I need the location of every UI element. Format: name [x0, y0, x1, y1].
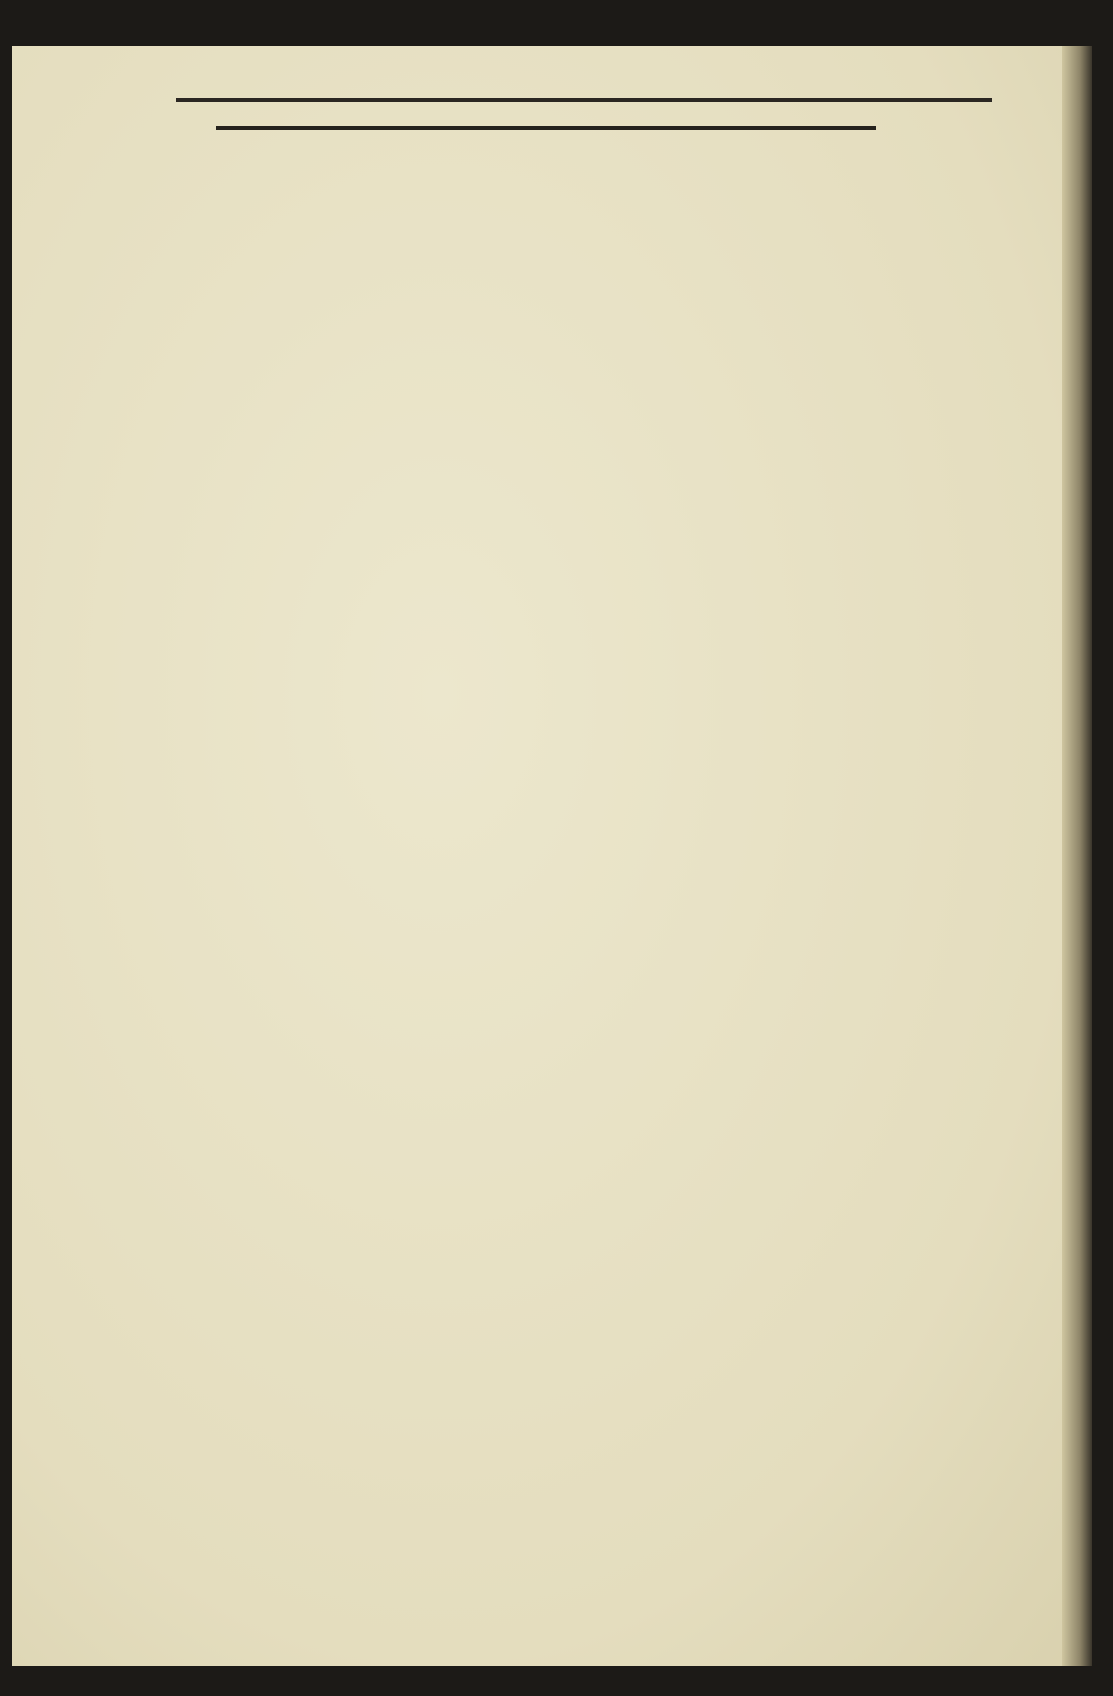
book-page	[12, 46, 1082, 1666]
page-text	[176, 124, 992, 136]
section-rule	[216, 126, 876, 130]
header-rule	[176, 98, 992, 102]
book-gutter	[1062, 46, 1092, 1666]
